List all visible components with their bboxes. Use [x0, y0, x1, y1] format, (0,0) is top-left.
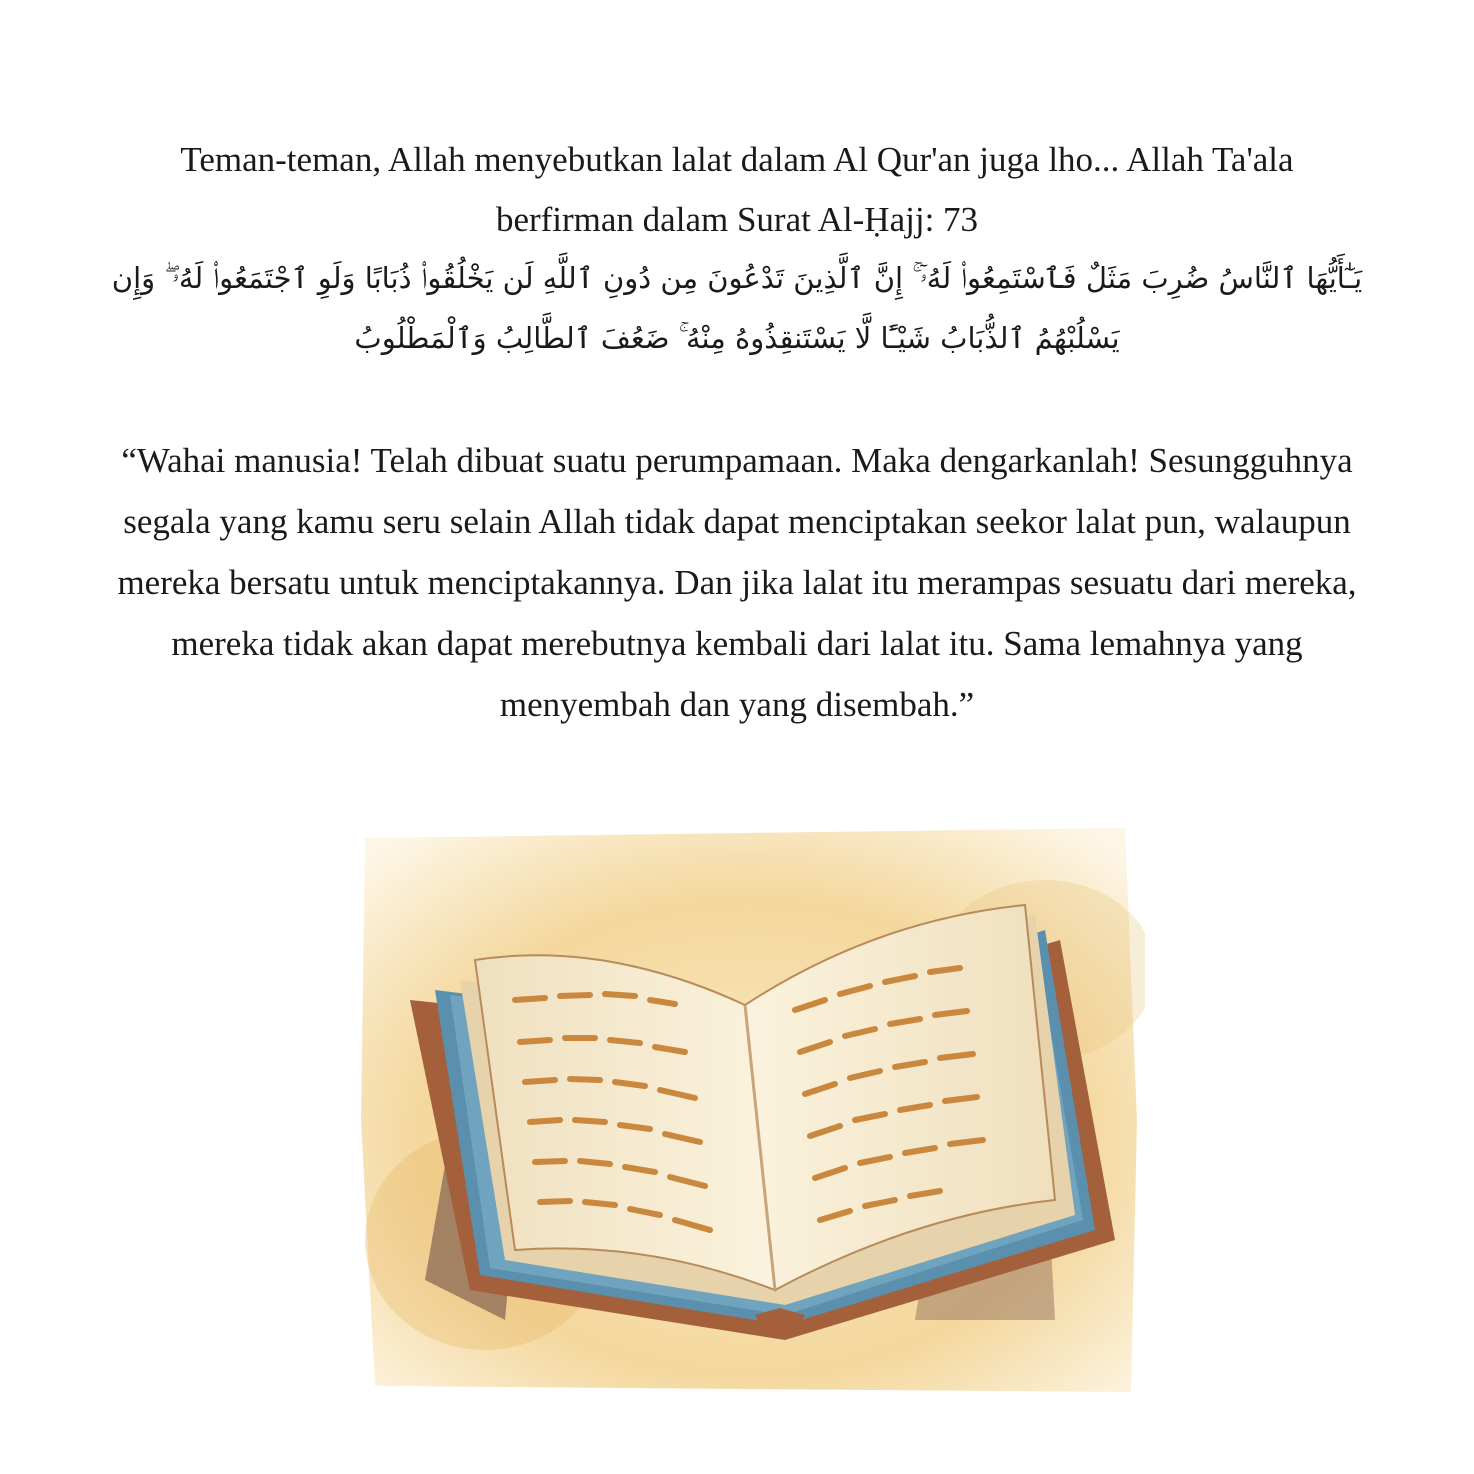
open-book-icon — [355, 820, 1145, 1400]
intro-text: Teman-teman, Allah menyebutkan lalat dalam Al Qur'an juga lho... Allah Ta'ala berfirman dalam Surat Al-Ḥajj: 73 — [180, 140, 1294, 239]
verse-arabic: يَـٰٓأَيُّهَا ٱلنَّاسُ ضُرِبَ مَثَلٌ فَٱسْتَمِعُوا۟ لَهُۥٓ ۚ إِنَّ ٱلَّذِينَ تَدْعُونَ مِن دُونِ ٱللَّهِ لَن يَخْلُقُوا۟ ذُبَابًا وَلَوِ ٱجْتَمَعُوا۟ لَهُۥ ۖ وَإِن يَسْلُبْهُمُ ٱلذُّبَابُ شَيْـًٔا لَّا يَسْتَنقِذُوهُ مِنْهُ ۚ ضَعُفَ ٱلطَّالِبُ وَٱلْمَطْلُوبُ — [111, 261, 1363, 355]
open-book-illustration — [355, 820, 1145, 1400]
verse-translation: “Wahai manusia! Telah dibuat suatu perumpamaan. Maka dengarkanlah! Sesungguhnya segala yang kamu seru selain Allah tidak dapat menciptakan seekor lalat pun, walaupun mereka bersatu untuk menciptakannya. Dan jika lalat itu merampas sesuatu dari mereka, mereka tidak akan dapat merebutnya kembali dari lalat itu. Sama lemahnya yang menyembah dan yang disembah.” — [117, 441, 1357, 724]
